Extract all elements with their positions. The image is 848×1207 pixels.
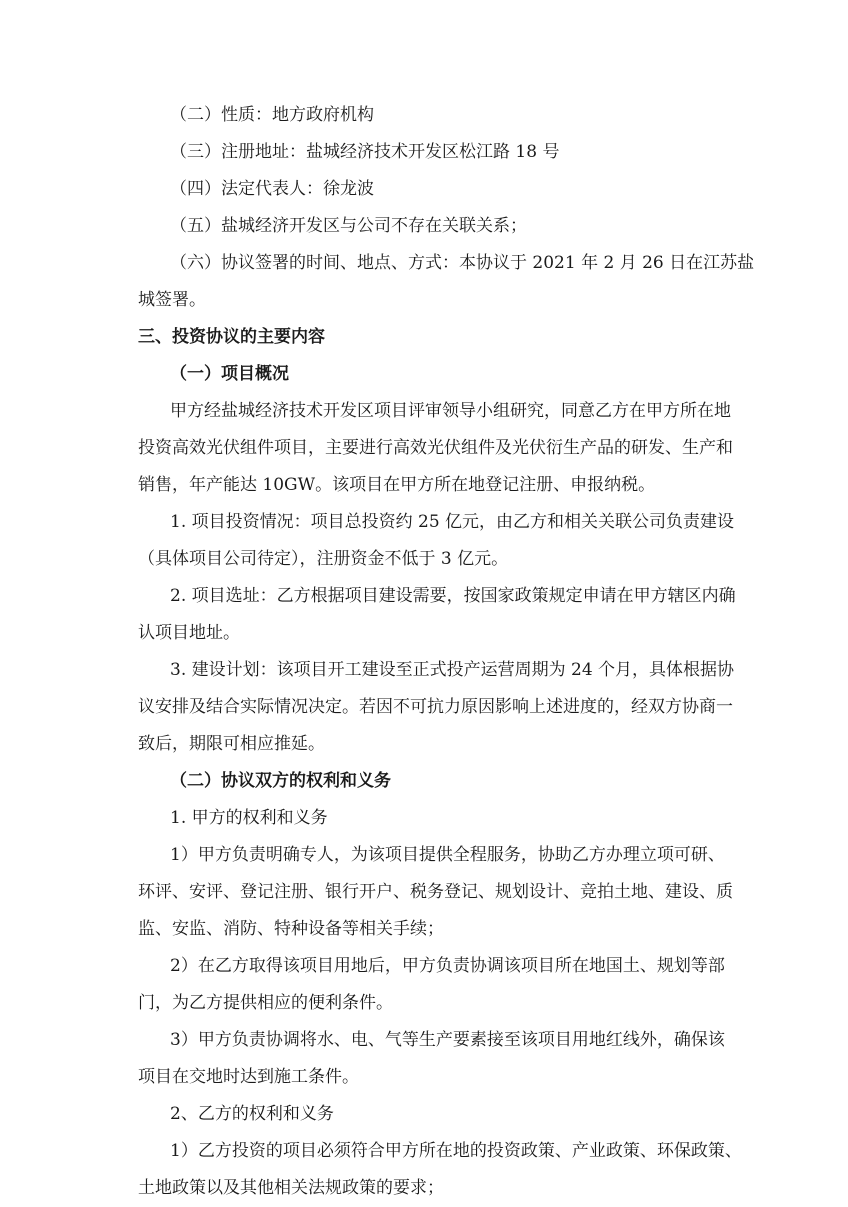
paragraph-line: 议安排及结合实际情况决定。若因不可抗力原因影响上述进度的，经双方协商一 xyxy=(138,697,733,717)
paragraph-line: 1. 甲方的权利和义务 xyxy=(170,808,328,828)
paragraph-line: 项目在交地时达到施工条件。 xyxy=(138,1067,359,1087)
paragraph-line: 1）甲方负责明确专人，为该项目提供全程服务，协助乙方办理立项可研、 xyxy=(170,845,725,865)
section-heading: 三、投资协议的主要内容 xyxy=(138,327,325,347)
paragraph-line: （六）协议签署的时间、地点、方式：本协议于 2021 年 2 月 26 日在江苏盐 xyxy=(170,253,755,273)
paragraph-line: 1）乙方投资的项目必须符合甲方所在地的投资政策、产业政策、环保政策、 xyxy=(170,1141,742,1161)
paragraph-line: 3）甲方负责协调将水、电、气等生产要素接至该项目用地红线外，确保该 xyxy=(170,1030,725,1050)
subsection-heading: （二）协议双方的权利和义务 xyxy=(170,771,391,791)
paragraph-line: 环评、安评、登记注册、银行开户、税务登记、规划设计、竞拍土地、建设、质 xyxy=(138,882,733,902)
subsection-heading: （一）项目概况 xyxy=(170,364,289,384)
paragraph-line: （具体项目公司待定），注册资金不低于 3 亿元。 xyxy=(138,549,509,569)
document-page xyxy=(138,97,755,1207)
paragraph-line: 致后，期限可相应推延。 xyxy=(138,734,325,754)
paragraph-line: 3. 建设计划：该项目开工建设至正式投产运营周期为 24 个月，具体根据协 xyxy=(170,660,735,680)
paragraph-line: 1. 项目投资情况：项目总投资约 25 亿元，由乙方和相关关联公司负责建设 xyxy=(170,512,735,532)
paragraph-line: （五）盐城经济开发区与公司不存在关联关系； xyxy=(170,216,527,236)
paragraph-line: 投资高效光伏组件项目，主要进行高效光伏组件及光伏衍生产品的研发、生产和 xyxy=(138,438,733,458)
paragraph-line: 土地政策以及其他相关法规政策的要求； xyxy=(138,1178,444,1198)
paragraph-line: 甲方经盐城经济技术开发区项目评审领导小组研究，同意乙方在甲方所在地 xyxy=(170,401,731,421)
paragraph-line: （三）注册地址：盐城经济技术开发区松江路 18 号 xyxy=(170,142,560,162)
paragraph-line: （四）法定代表人：徐龙波 xyxy=(170,179,374,199)
paragraph-line: 认项目地址。 xyxy=(138,623,240,643)
paragraph-line: 2、乙方的权利和义务 xyxy=(170,1104,334,1124)
paragraph-line: （二）性质：地方政府机构 xyxy=(170,105,374,125)
paragraph-line: 监、安监、消防、特种设备等相关手续； xyxy=(138,919,444,939)
paragraph-line: 门，为乙方提供相应的便利条件。 xyxy=(138,993,393,1013)
paragraph-line: 城签署。 xyxy=(138,290,206,310)
paragraph-line: 销售，年产能达 10GW。该项目在甲方所在地登记注册、申报纳税。 xyxy=(138,475,656,495)
paragraph-line: 2. 项目选址：乙方根据项目建设需要，按国家政策规定申请在甲方辖区内确 xyxy=(170,586,736,606)
paragraph-line: 2）在乙方取得该项目用地后，甲方负责协调该项目所在地国土、规划等部 xyxy=(170,956,725,976)
